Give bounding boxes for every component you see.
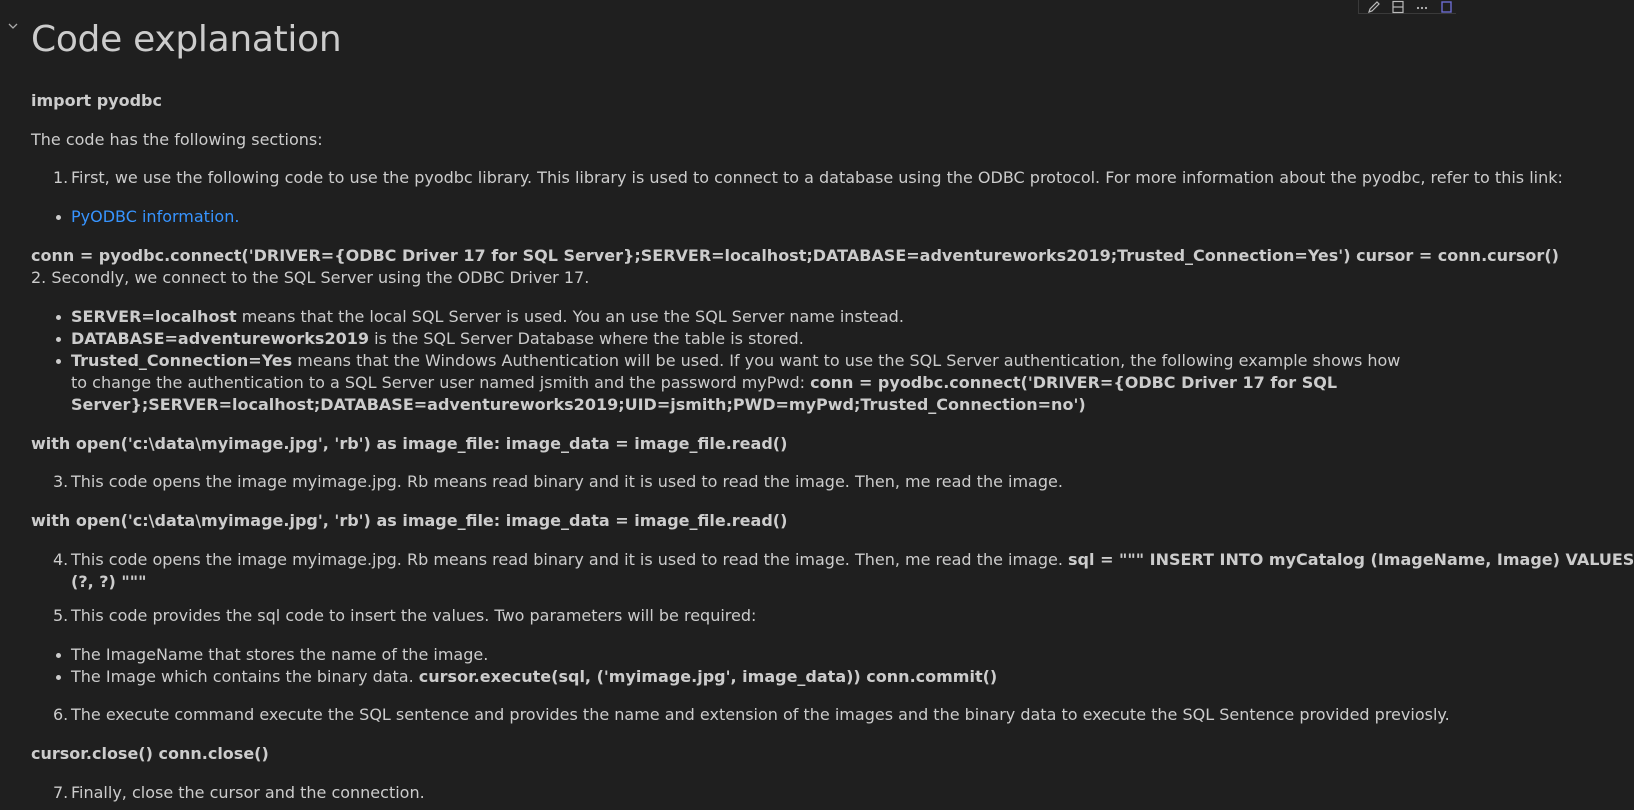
more-icon[interactable] bbox=[1415, 0, 1429, 14]
list-number: 4. bbox=[53, 550, 69, 569]
bullet-dot bbox=[56, 215, 61, 220]
server-desc: means that the local SQL Server is used. You an use the SQL Server name instead. bbox=[236, 307, 904, 326]
code-open-1: with open('c:\data\myimage.jpg', 'rb') as image_file: image_data = image_file.read() bbox=[31, 434, 788, 453]
list-item-text: The ImageName that stores the name of the image. bbox=[71, 645, 489, 664]
list-item-text: This code opens the image myimage.jpg. Rb means read binary and it is used to read the image. Then, me read the image. bbox=[71, 472, 1063, 491]
page-title: Code explanation bbox=[31, 19, 342, 60]
code-trusted: Trusted_Connection=Yes bbox=[71, 351, 293, 370]
pencil-icon[interactable] bbox=[1367, 0, 1381, 14]
list-item-2: 2. Secondly, we connect to the SQL Server using the ODBC Driver 17. bbox=[31, 268, 590, 287]
code-connect: conn = pyodbc.connect('DRIVER={ODBC Driver 17 for SQL Server};SERVER=localhost;DATABASE=adventureworks2019;Trusted_Connection=Yes') cursor = conn.cursor() bbox=[31, 246, 1559, 265]
split-cell-icon[interactable] bbox=[1391, 0, 1405, 14]
list-item-text: The execute command execute the SQL sentence and provides the name and extension of the images and the binary data to execute the SQL Sentence provided previosly. bbox=[71, 705, 1450, 724]
list-item-text: First, we use the following code to use the pyodbc library. This library is used to connect to a database using the ODBC protocol. For more information about the pyodbc, refer to this link: bbox=[71, 168, 1563, 187]
code-sql-insert-cont: (?, ?) """ bbox=[71, 572, 147, 591]
list-item-text: This code opens the image myimage.jpg. Rb means read binary and it is used to read the image. Then, me read the image. bbox=[71, 550, 1069, 569]
bullet-dot bbox=[56, 337, 61, 342]
collapse-chevron-icon[interactable] bbox=[6, 18, 20, 32]
trusted-text bbox=[71, 350, 1411, 416]
bullet-dot bbox=[56, 315, 61, 320]
code-database: DATABASE=adventureworks2019 bbox=[71, 329, 369, 348]
cell-toolbar bbox=[1358, 0, 1456, 14]
pyodbc-link[interactable]: PyODBC information. bbox=[71, 207, 240, 226]
code-open-2: with open('c:\data\myimage.jpg', 'rb') as image_file: image_data = image_file.read() bbox=[31, 511, 788, 530]
bullet-dot bbox=[56, 653, 61, 658]
markdown-cell bbox=[31, 14, 1634, 802]
database-desc: is the SQL Server Database where the table is stored. bbox=[368, 329, 804, 348]
code-execute: cursor.execute(sql, ('myimage.jpg', image_data)) conn.commit() bbox=[418, 667, 998, 686]
list-number: 1. bbox=[53, 168, 69, 187]
list-number: 6. bbox=[53, 705, 69, 724]
code-sql-insert: sql = """ INSERT INTO myCatalog (ImageName, Image) VALUES bbox=[1068, 550, 1634, 569]
bullet-trusted bbox=[31, 350, 1431, 416]
list-item-text: Finally, close the cursor and the connection. bbox=[71, 783, 425, 802]
bullet-dot bbox=[56, 675, 61, 680]
list-number: 7. bbox=[53, 783, 69, 802]
bullet-dot bbox=[56, 359, 61, 364]
intro-paragraph: The code has the following sections: bbox=[31, 130, 323, 149]
list-item-4 bbox=[31, 549, 1634, 593]
list-item-text: This code provides the sql code to insert the values. Two parameters will be required: bbox=[71, 606, 757, 625]
code-close: cursor.close() conn.close() bbox=[31, 744, 269, 763]
code-import: import pyodbc bbox=[31, 91, 162, 110]
trusted-desc: means that the Windows Authentication will be used. If you want to use the SQL Server authentication, the following example shows how to change the authentication to a SQL Server user named jsmith and the password myPwd: bbox=[71, 351, 1401, 392]
color-swatch-icon[interactable] bbox=[1439, 0, 1453, 14]
list-number: 3. bbox=[53, 472, 69, 491]
list-item-text: The Image which contains the binary data. bbox=[71, 667, 419, 686]
list-number: 5. bbox=[53, 606, 69, 625]
code-sql-auth: conn = pyodbc.connect('DRIVER={ODBC Driver 17 for SQL Server};SERVER=localhost;DATABASE=adventureworks2019;UID=jsmith;PWD=myPwd;Trusted_Connection=no') bbox=[71, 373, 1338, 414]
code-server: SERVER=localhost bbox=[71, 307, 237, 326]
